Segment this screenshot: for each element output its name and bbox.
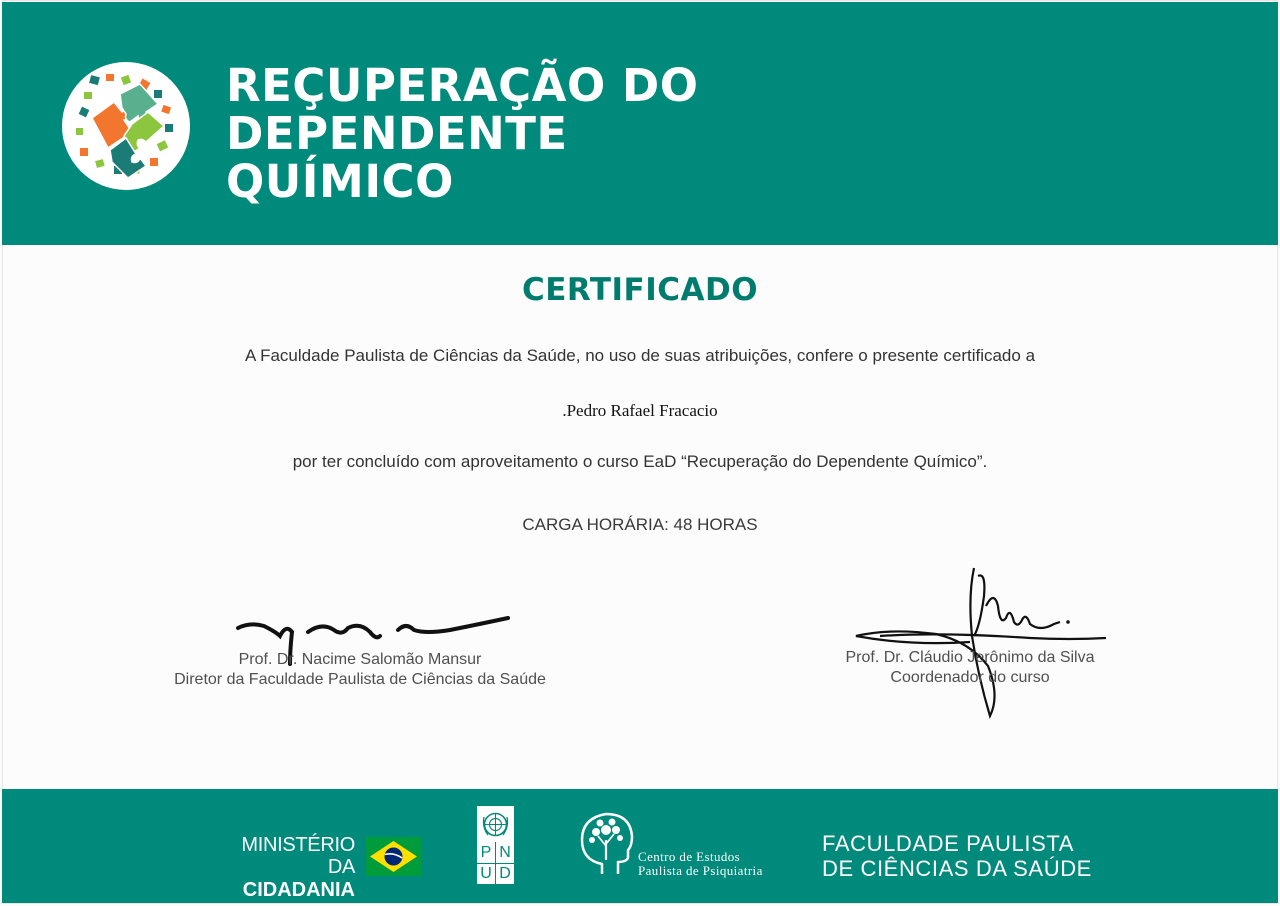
right-signer-name: Prof. Dr. Cláudio Jerônimo da Silva: [845, 649, 1095, 666]
left-signature-block: [160, 650, 560, 690]
pnud-letter-u: U: [477, 863, 496, 884]
right-signer-role: Coordenador do curso: [890, 669, 1050, 686]
certificate-title: CERTIFICADO: [521, 272, 759, 308]
head-tree-icon: [576, 810, 636, 878]
ministry-line1: MINISTÉRIO DA: [241, 834, 355, 878]
course-workload: CARGA HORÁRIA: 48 HORAS: [522, 515, 758, 534]
cep-line1: Centro de Estudos: [638, 849, 741, 864]
recipient-name: .Pedro Rafael Fracacio: [562, 401, 718, 420]
un-emblem-icon: [480, 809, 511, 840]
course-title: [226, 59, 1026, 208]
right-signature-block: [800, 648, 1140, 688]
ministry-logo: [210, 834, 355, 902]
faculty-line2: DE CIÊNCIAS DA SAÚDE: [822, 856, 1092, 881]
course-title-line2: QUÍMICO: [226, 155, 454, 208]
course-title-line1: REÇUPERAÇÃO DO DEPENDENTE: [226, 59, 699, 160]
cep-line2: Paulista de Psiquiatria: [638, 863, 763, 878]
pnud-letter-n: N: [496, 842, 514, 864]
left-signer-role: Diretor da Faculdade Paulista de Ciências da Saúde: [174, 671, 546, 688]
faculty-line1: FACULDADE PAULISTA: [822, 831, 1075, 856]
right-signature-icon: [850, 566, 1110, 722]
pnud-letter-p: P: [477, 842, 496, 864]
pnud-logo: [477, 806, 514, 884]
faculty-logo-text: [822, 831, 1092, 881]
ministry-line2: CIDADANIA: [242, 879, 355, 901]
certificate-intro: A Faculdade Paulista de Ciências da Saúde, no uso de suas atribuições, confere o presente certificado a: [244, 346, 1036, 365]
pnud-letter-d: D: [499, 865, 511, 882]
left-signer-name: Prof. Dr. Nacime Salomão Mansur: [238, 651, 482, 668]
cep-logo-text: [638, 850, 763, 878]
certificate-conclusion: por ter concluído com aproveitamento o curso EaD “Recuperação do Dependente Químico”.: [292, 452, 988, 471]
brazil-flag-icon: [366, 837, 421, 876]
puzzle-logo-icon: [62, 62, 190, 190]
